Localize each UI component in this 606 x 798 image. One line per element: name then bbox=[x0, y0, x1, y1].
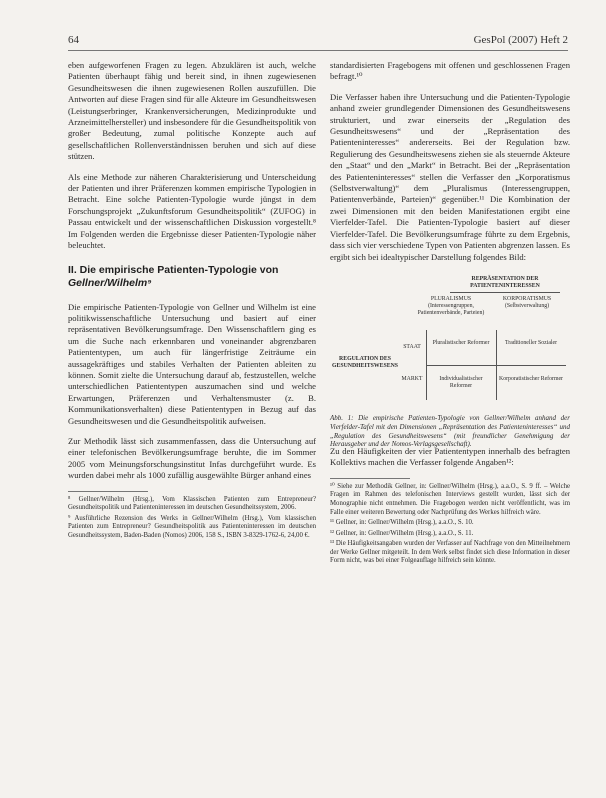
journal-header: GesPol (2007) Heft 2 bbox=[473, 34, 568, 46]
section-heading bbox=[68, 264, 316, 290]
column-head-pluralism: PLURALISMUS (Interessengruppen, Patientenverbände, Parteien) bbox=[417, 295, 485, 316]
footnote: ¹⁰ Siehe zur Methodik Gellner, in: Gellner/Wilhelm (Hrsg.), a.a.O., S. 9 ff. – Welche Fragen im Rahmen des telefonischen Interviews gestellt wurden, lässt sich der Monographie nicht entnehmen. Die Fragebogen werden nicht veröffentlicht, was im Falle einer weiteren Bewertung oder Nachprüfung des Werkes hilfreich wäre. bbox=[330, 482, 570, 516]
column-head-corporatism: KORPORATISMUS (Selbstverwaltung) bbox=[502, 295, 552, 309]
paragraph: Als eine Methode zur näheren Charakterisierung und Unterscheidung der Patienten und ihrer Präferenzen kommen empirische Typologien in Betracht. Eine solche Patienten-Typologie wurde jüngst in dem Forschungsprojekt „Zukunftsforum Gesundheitspolitik“ (ZUFOG) in Passau entwickelt und der wissenschaftlichen Diskussion vorgestellt.⁸ Im Folgenden werden die Ergebnisse dieser Patienten-Typologie näher beleuchtet. bbox=[68, 171, 316, 251]
paragraph: Zu den Häufigkeiten der vier Patiententypen innerhalb des befragten Kollektivs machen die Verfasser folgende Angaben¹²: bbox=[330, 445, 570, 468]
section-heading-italic: Gellner/Wilhelm⁹ bbox=[68, 276, 152, 289]
footnote: ¹¹ Gellner, in: Gellner/Wilhelm (Hrsg.), a.a.O., S. 10. bbox=[330, 519, 474, 527]
footnote: ¹³ Die Häufigkeitsangaben wurden der Verfasser auf Nachfrage von den Mitteilnehmern der Werke Gellner mitgeteilt. In dem Werk selbst findet sich diese Information in dieser Form nicht, was bei einer Folgeauflage hilfreich sein könnte. bbox=[330, 540, 570, 565]
cell-pluralistic-reformer: Pluralistischer Reformer bbox=[432, 339, 490, 346]
cell-corporatist-reformer: Korporatistischer Reformer bbox=[499, 375, 563, 382]
footnote: ⁹ Ausführliche Rezension des Werks in Gellner/Wilhelm (Hrsg.), Vom klassischen Patienten zum Entrepreneur? Gesundheitspolitik aus Patienteninteressen im deutschen Gesundheitssystem, Baden-Baden (Nomos) 2006, 158 S., ISBN 3-8329-1762-6, 24,00 €. bbox=[68, 514, 316, 539]
paragraph: Die Verfasser haben ihre Untersuchung und die Patienten-Typologie anhand zweier grundlegender Dimensionen des Gesundheitswesens strukturiert, und zwar einerseits der „Regulation des Gesundheitswesens“ und der „Repräsentation des Patienteninteresses“ andererseits. Bei der Regulation bzw. Regulierung des Gesundheitswesens ziehen sie als steuernde Akteure den „Staat“ und den „Markt“ in Betracht. Bei der „Repräsentation des Patienteninteresses“ stellen die Verfasser den „Korporatismus (Selbstverwaltung)“ dem „Pluralismus (Interessengruppen, Patientenverbände, Parteien)“ gegenüber.¹¹ Die Kombination der zwei Dimensionen mit den beiden Manifestationen ergibt eine Vierfelder-Tafel. Die Patienten-Typologie basiert auf dieser Vierfelder-Tafel. Die Bevölkerungsumfrage führte zu dem Ergebnis, dass sich vier verschiedene Typen von Patienten abgrenzen lassen. Es ergibt sich bei idealtypischer Darstellung folgendes Bild: bbox=[330, 91, 570, 262]
section-heading-text: II. Die empirische Patienten-Typologie von bbox=[68, 263, 279, 276]
left-column bbox=[68, 60, 316, 543]
cell-individualistic-reformer: Individualistischer Reformer bbox=[439, 375, 483, 389]
figure-diagram bbox=[330, 272, 570, 412]
footnote: ¹² Gellner, in: Gellner/Wilhelm (Hrsg.), a.a.O., S. 11. bbox=[330, 529, 474, 537]
paragraph: eben aufgeworfenen Fragen zu legen. Abzuklären ist auch, welche Patienten überhaupt fähig und bereit sind, in ihnen zugewiesenen Gesundheitswesen die ihnen zugewiesenen Rollen auszufüllen. Die Antworten auf diese Fragen sind für alle Akteure im Gesundheitswesen (Leistungserbringer, Krankenversicherungen, Medizinprodukte und Arzneimittelhersteller) und insbesondere für die Gesundheitspolitik von großer Bedeutung, zumal politische Konzepte auch auf gesellschaftlichen Rollenverständnissen beruhen und sich auf diese stützen. bbox=[68, 60, 316, 162]
footnote-rule bbox=[330, 478, 410, 479]
cell-traditional-social: Traditioneller Sozialer bbox=[504, 339, 558, 346]
footnote: ⁸ Gellner/Wilhelm (Hrsg.), Vom Klassischen Patienten zum Entrepreneur? Gesundheitspolitik und Patienteninteressen im deutschen Gesundheitssystem, 2006. bbox=[68, 495, 316, 512]
right-column bbox=[330, 60, 570, 568]
row-label-market: MARKT bbox=[401, 375, 423, 382]
paragraph: Die empirische Patienten-Typologie von Gellner und Wilhelm ist eine politikwissenschaftliche Untersuchung und basiert auf einer repräsentativen Bevölkerungsumfrage. Den Wissenschaftlern ging es um die Suche nach erkennbaren und voneinander abgrenzbaren Patiententypen, um auch für längerfristige Zeiträume ein aussagekräftiges und stabiles Verhalten der Patienten ableiten zu können. Somit zielte die Untersuchung darauf ab, festzustellen, welche unterschiedlichen Patiententypen auszumachen sind und welche Erwartungen, Präferenzen und Verhaltensmuster (z. B. Kommunikationsverhalten) diese Patiententypen in Bezug auf das Gesundheitswesen und die Gesundheitspolitik aufweisen. bbox=[68, 301, 316, 426]
figure-caption: Abb. 1: Die empirische Patienten-Typologie von Gellner/Wilhelm anhand der Vierfelder-Tafel mit den Dimensionen „Repräsentation des Patienteninteresses“ und „Regulation des Gesundheitswesens“ (mit freundlicher Genehmigung der Herausgeber und der Nomos-Verlagsgesellschaft). bbox=[330, 413, 570, 449]
divider bbox=[496, 330, 497, 400]
figure-top-label: REPRÄSENTATION DER PATIENTENINTERESSEN bbox=[470, 275, 540, 289]
row-axis-label: REGULATION DES GESUNDHEITSWESENS bbox=[331, 355, 399, 369]
divider bbox=[450, 292, 560, 293]
page-number: 64 bbox=[68, 34, 79, 46]
paragraph: Zur Methodik lässt sich zusammenfassen, dass die Untersuchung auf einer telefonischen Bevölkerungsumfrage beruhte, die im Sommer 2005 vom Meinungsforschungsinstitut Infas durchgeführt wurde. Es wurden dabei mehr als 1000 zufällig ausgewählte Bürger anhand eines bbox=[68, 435, 316, 481]
header-rule bbox=[68, 50, 568, 51]
typology-figure bbox=[330, 272, 570, 449]
row-label-state: STAAT bbox=[403, 343, 421, 350]
footnote-rule bbox=[68, 491, 148, 492]
paragraph: standardisierten Fragebogens mit offenen und geschlossenen Fragen befragt.¹⁰ bbox=[330, 60, 570, 82]
